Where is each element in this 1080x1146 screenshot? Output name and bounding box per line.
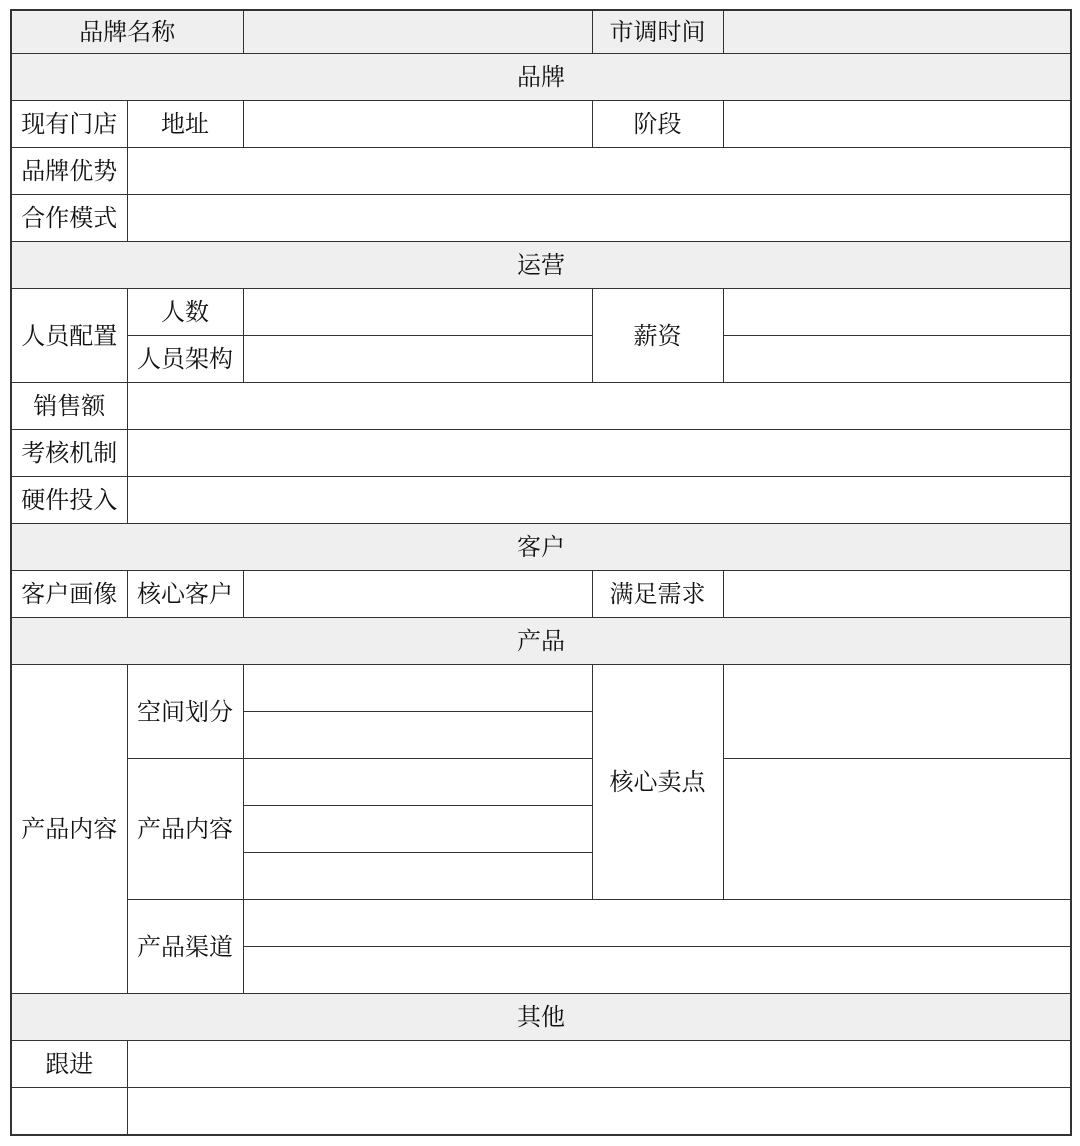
core-customers-field[interactable]	[243, 571, 592, 618]
section-title-brand: 品牌	[11, 54, 1071, 101]
staff-structure-label: 人员架构	[127, 336, 243, 383]
survey-time-field[interactable]	[723, 10, 1071, 54]
product-channels-label: 产品渠道	[127, 900, 243, 994]
followup-label: 跟进	[11, 1041, 127, 1088]
brand-name-label: 品牌名称	[11, 10, 243, 54]
stage-field[interactable]	[723, 101, 1071, 148]
product-channels-field-2[interactable]	[243, 947, 1071, 994]
followup-field[interactable]	[127, 1041, 1071, 1088]
sales-field[interactable]	[127, 383, 1071, 430]
section-row-products	[11, 618, 1071, 665]
followup-row	[11, 1041, 1071, 1088]
section-row-brand	[11, 54, 1071, 101]
brand-advantages-field[interactable]	[127, 148, 1071, 195]
product-content-group-label: 产品内容	[11, 665, 127, 994]
brand-advantages-label: 品牌优势	[11, 148, 127, 195]
address-label: 地址	[127, 101, 243, 148]
extra-row	[11, 1088, 1071, 1135]
product-items-label: 产品内容	[127, 759, 243, 900]
address-field[interactable]	[243, 101, 592, 148]
survey-time-label: 市调时间	[592, 10, 723, 54]
headcount-field[interactable]	[243, 289, 592, 336]
selling-points-label: 核心卖点	[592, 665, 723, 900]
existing-stores-row	[11, 101, 1071, 148]
space-division-field-1[interactable]	[243, 665, 592, 712]
salary-label: 薪资	[592, 289, 723, 383]
sales-row	[11, 383, 1071, 430]
salary-field-2[interactable]	[723, 336, 1071, 383]
existing-stores-label: 现有门店	[11, 101, 127, 148]
product-channels-field-1[interactable]	[243, 900, 1071, 947]
needs-field[interactable]	[723, 571, 1071, 618]
stage-label: 阶段	[592, 101, 723, 148]
product-row-1	[11, 665, 1071, 712]
section-title-operations: 运营	[11, 242, 1071, 289]
form-header-row	[11, 10, 1071, 54]
space-division-label: 空间划分	[127, 665, 243, 759]
cooperation-mode-field[interactable]	[127, 195, 1071, 242]
salary-field-1[interactable]	[723, 289, 1071, 336]
brand-name-field[interactable]	[243, 10, 592, 54]
product-items-field-3[interactable]	[243, 853, 592, 900]
market-survey-form	[10, 9, 1072, 1136]
assessment-label: 考核机制	[11, 430, 127, 477]
headcount-row	[11, 289, 1071, 336]
customer-profile-row	[11, 571, 1071, 618]
section-row-other	[11, 994, 1071, 1041]
product-row-6	[11, 900, 1071, 947]
hardware-label: 硬件投入	[11, 477, 127, 524]
hardware-row	[11, 477, 1071, 524]
hardware-field[interactable]	[127, 477, 1071, 524]
section-title-products: 产品	[11, 618, 1071, 665]
customer-profile-label: 客户画像	[11, 571, 127, 618]
selling-points-field-1[interactable]	[723, 665, 1071, 759]
assessment-field[interactable]	[127, 430, 1071, 477]
space-division-field-2[interactable]	[243, 712, 592, 759]
needs-label: 满足需求	[592, 571, 723, 618]
selling-points-field-2[interactable]	[723, 759, 1071, 900]
cooperation-mode-row	[11, 195, 1071, 242]
staffing-label: 人员配置	[11, 289, 127, 383]
section-row-customers	[11, 524, 1071, 571]
brand-advantages-row	[11, 148, 1071, 195]
staff-structure-row	[11, 336, 1071, 383]
section-row-operations	[11, 242, 1071, 289]
staff-structure-field[interactable]	[243, 336, 592, 383]
assessment-row	[11, 430, 1071, 477]
headcount-label: 人数	[127, 289, 243, 336]
product-row-3	[11, 759, 1071, 806]
section-title-customers: 客户	[11, 524, 1071, 571]
product-items-field-1[interactable]	[243, 759, 592, 806]
extra-field[interactable]	[127, 1088, 1071, 1135]
cooperation-mode-label: 合作模式	[11, 195, 127, 242]
product-items-field-2[interactable]	[243, 806, 592, 853]
section-title-other: 其他	[11, 994, 1071, 1041]
core-customers-label: 核心客户	[127, 571, 243, 618]
extra-label-cell	[11, 1088, 127, 1135]
sales-label: 销售额	[11, 383, 127, 430]
